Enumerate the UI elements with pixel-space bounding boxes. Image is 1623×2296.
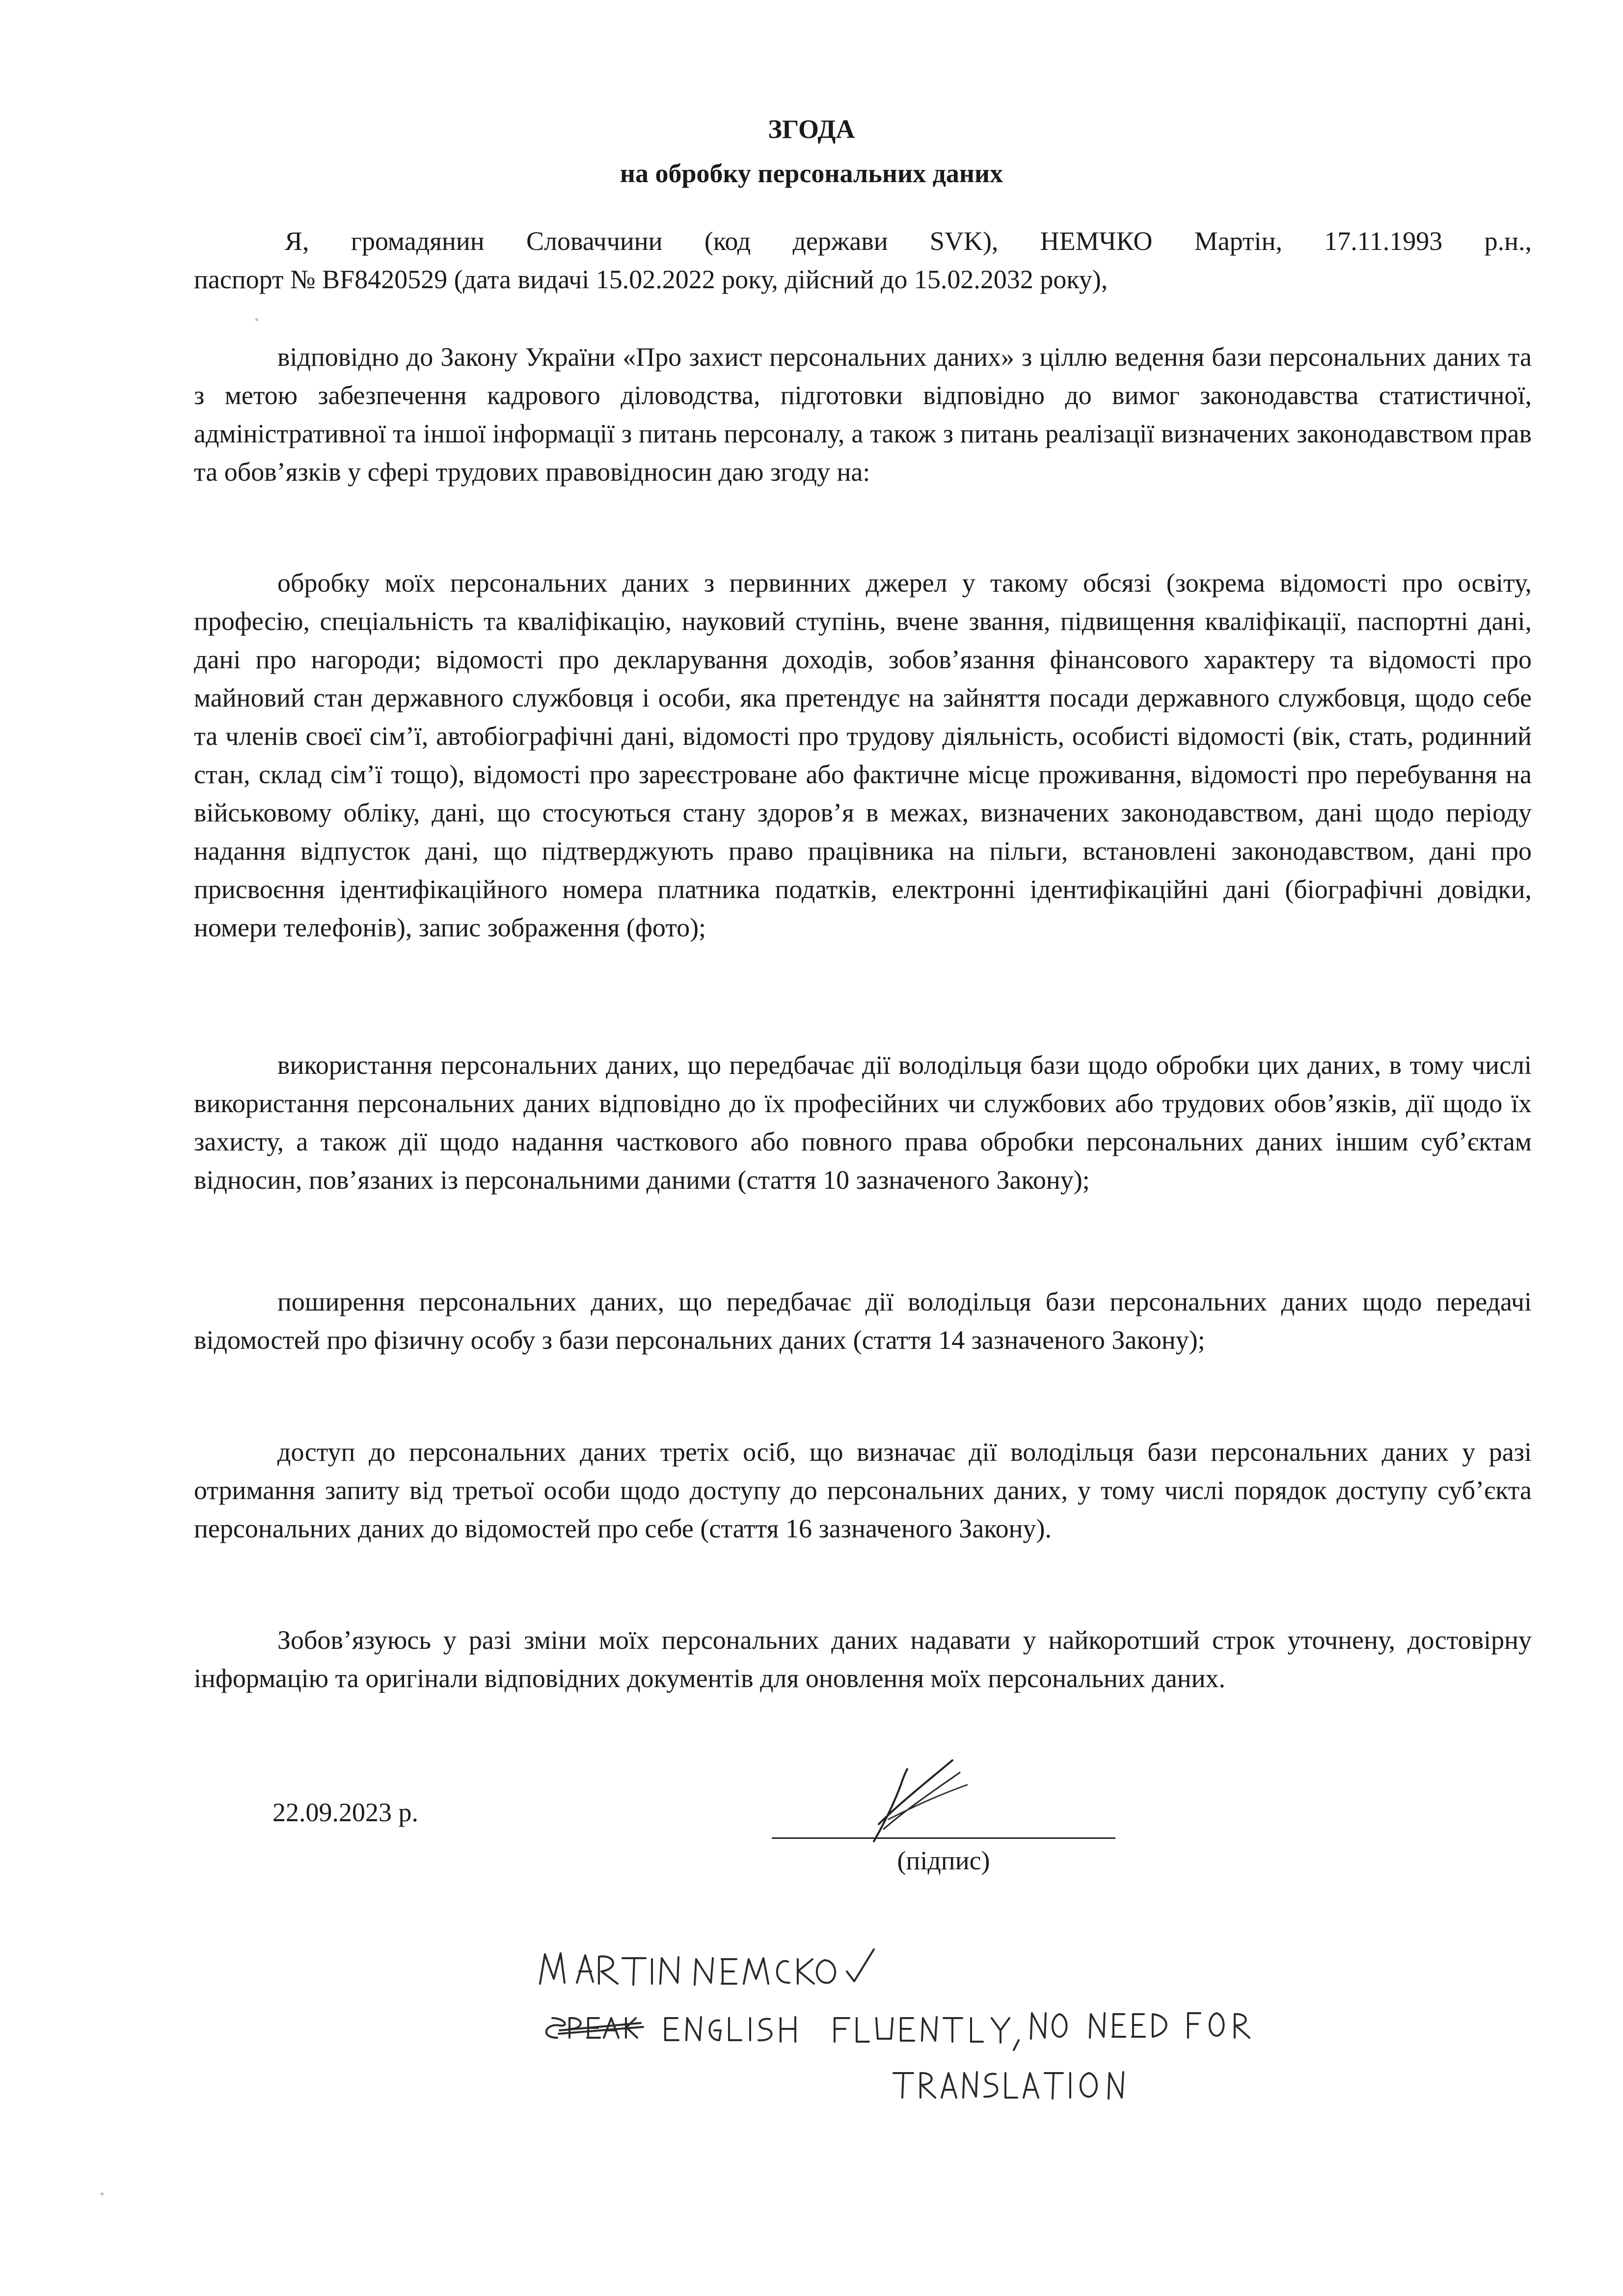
document-subtitle: на обробку персональних даних <box>620 159 1003 188</box>
declarant-passport-line: паспорт № BF8420529 (дата видачі 15.02.2022 року, дійсний до 15.02.2032 року), <box>194 265 1108 294</box>
document-date: 22.09.2023 р. <box>272 1798 418 1827</box>
paragraph-distribution: поширення персональних даних, що передбачає дії володільця бази персональних даних щодо передачі відомостей про фізичну особу з бази персональних даних (стаття 14 зазначеного Закону); <box>194 1287 1532 1355</box>
paragraph-purpose: відповідно до Закону України «Про захист персональних даних» з ціллю ведення бази персональних даних та з метою забезпечення кадрового діловодства, підготовки відповідно до вимог законодавства статистичної, адміністративної та іншої інформації з питань персоналу, а також з питань реалізації визначених законодавством прав та обов’язків у сфері трудових правовідносин даю згоду на: <box>194 342 1532 487</box>
handwritten-note <box>530 1944 1335 2121</box>
declarant-info <box>194 222 1532 299</box>
document-title: ЗГОДА <box>768 114 855 144</box>
scan-speck <box>101 2192 104 2195</box>
declarant-name-line: Я, громадянин Словаччини (код держави SVK), НЕМЧКО Мартін, 17.11.1993 р.н., <box>285 226 1532 256</box>
paragraph-usage: використання персональних даних, що передбачає дії володільця бази щодо обробки цих даних, в тому числі використання персональних даних відповідно до їх професійних чи службових або трудових обов’язків, дії щодо їх захисту, а також дії щодо надання часткового або повного права обробки персональних даних іншим суб’єктам відносин, пов’язаних із персональними даними (стаття 10 зазначеного Закону); <box>194 1050 1532 1195</box>
paragraph-third-party-access: доступ до персональних даних третіх осіб, що визначає дії володільця бази персональних даних у разі отримання запиту від третьої особи щодо доступу до персональних даних, у тому числі порядок доступу суб’єкта персональних даних до відомостей про себе (стаття 16 зазначеного Закону). <box>194 1437 1532 1543</box>
document-heading <box>0 107 1623 195</box>
paragraph-obligation: Зобов’язуюсь у разі зміни моїх персональних даних надавати у найкоротший строк уточнену, достовірну інформацію та оригінали відповідних документів для оновлення моїх персональних даних. <box>194 1625 1532 1693</box>
scan-speck <box>255 318 258 321</box>
signature-mark <box>854 1750 972 1849</box>
signature-caption: (підпис) <box>897 1846 990 1875</box>
signature-line <box>772 1837 1115 1839</box>
paragraph-processing: обробку моїх персональних даних з первинних джерел у такому обсязі (зокрема відомості про освіту, професію, спеціальність та кваліфікацію, науковий ступінь, вчене звання, підвищення кваліфікації, паспортні дані, дані про нагороди; відомості про декларування доходів, зобов’язання фінансового характеру та відомості про майновий стан державного службовця і особи, яка претендує на зайняття посади державного службовця, щодо себе та членів своєї сім’ї, автобіографічні дані, відомості про трудову діяльність, особисті відомості (вік, стать, родинний стан, склад сім’ї тощо), відомості про зареєстроване або фактичне місце проживання, відомості про перебування на військовому обліку, дані, що стосуються стану здоров’я в межах, визначених законодавством, дані щодо періоду надання відпусток дані, що підтверджують право працівника на пільги, встановлені законодавством, дані про присвоєння ідентифікаційного номера платника податків, електронні ідентифікаційні дані (біографічні довідки, номери телефонів), запис зображення (фото); <box>194 568 1532 942</box>
